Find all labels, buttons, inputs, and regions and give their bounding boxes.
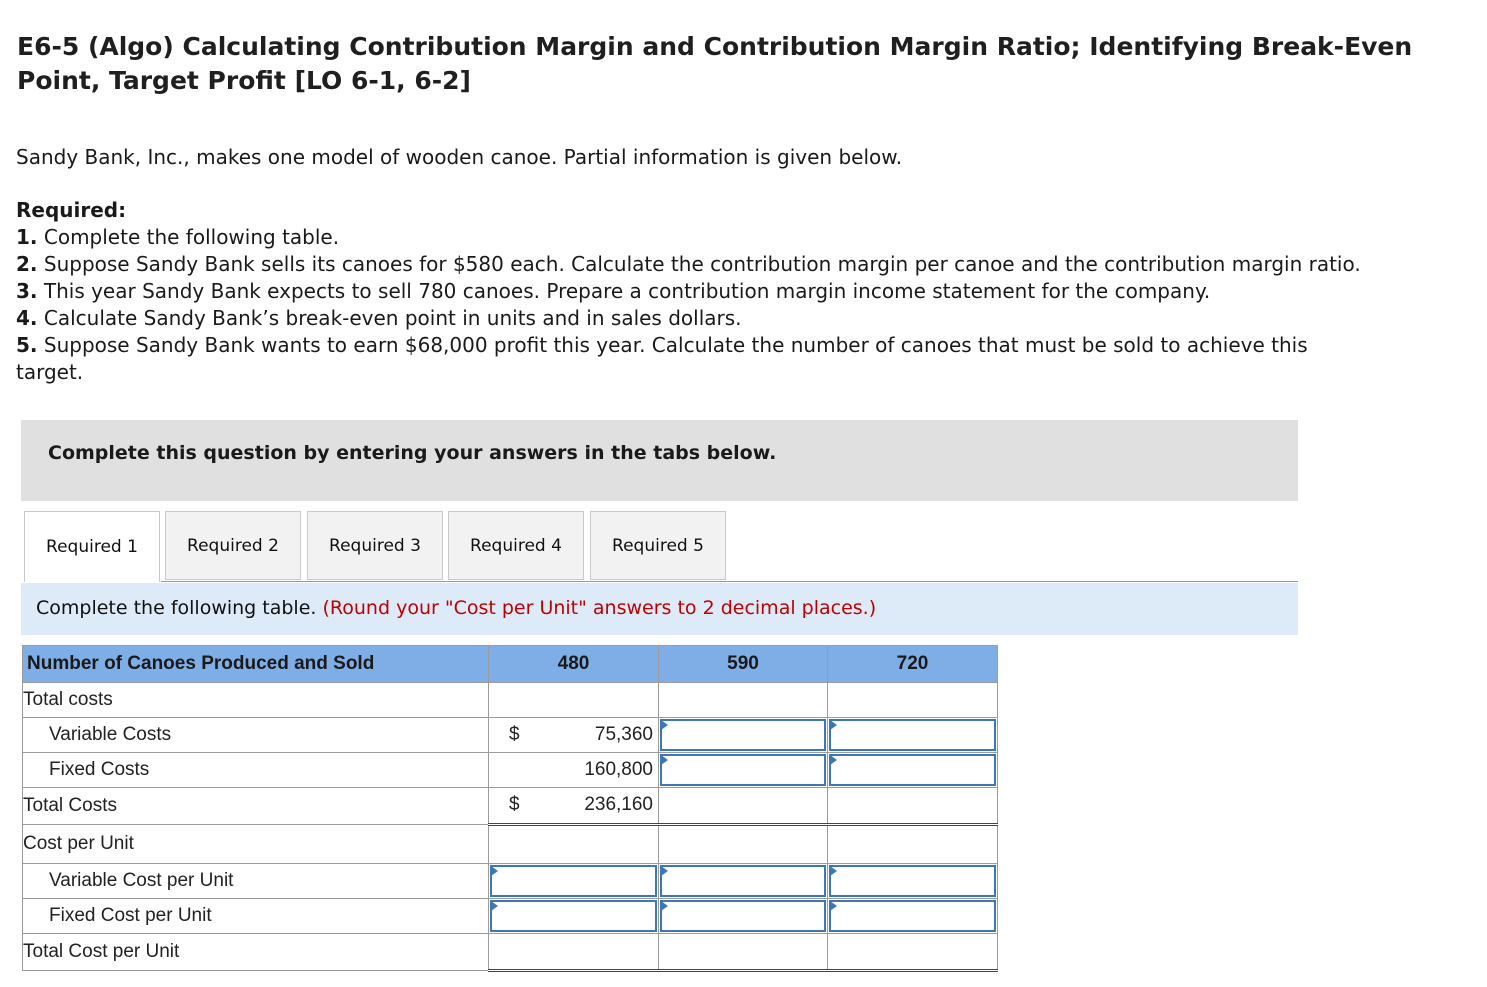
- row-label-total-costs: Total Costs: [23, 788, 489, 825]
- variable-costs-720-input[interactable]: [831, 721, 994, 749]
- header-col-2: 590: [659, 646, 828, 683]
- required-heading: Required:: [16, 198, 127, 222]
- required-item-2: 2. Suppose Sandy Bank sells its canoes for $580 each. Calculate the contribution margin per canoe and the contribution margin ratio.: [16, 252, 1361, 276]
- total-cost-per-unit-720-cell: [828, 934, 998, 971]
- header-col-1: 480: [489, 646, 659, 683]
- currency-symbol: $: [509, 794, 520, 815]
- table-header-row: [23, 646, 998, 683]
- variable-cost-per-unit-720-input[interactable]: [831, 867, 994, 895]
- table-row: [23, 718, 998, 753]
- required-item-4: 4. Calculate Sandy Bank’s break-even point in units and in sales dollars.: [16, 306, 742, 330]
- rounding-note: (Round your "Cost per Unit" answers to 2 decimal places.): [322, 597, 877, 619]
- table-row: [23, 934, 998, 971]
- banner-text: Complete this question by entering your answers in the tabs below.: [48, 442, 777, 464]
- row-label-total-cost-per-unit: Total Cost per Unit: [23, 934, 489, 971]
- fixed-cost-per-unit-480-input[interactable]: [492, 902, 655, 930]
- fixed-costs-720-input[interactable]: [831, 756, 994, 784]
- variable-costs-value: $ 75,360: [489, 718, 659, 753]
- fixed-cost-per-unit-590-input[interactable]: [662, 902, 824, 930]
- fixed-cost-per-unit-720-input[interactable]: [831, 902, 994, 930]
- instructions-banner: [21, 420, 1298, 501]
- total-cost-per-unit-480-cell: [489, 934, 659, 971]
- variable-costs-590-input[interactable]: [662, 721, 824, 749]
- tab-required-5[interactable]: Required 5: [590, 511, 726, 580]
- row-label-fixed-costs: Fixed Costs: [23, 753, 489, 788]
- total-costs-590-cell: [659, 788, 828, 825]
- cost-table: [22, 645, 998, 972]
- required-item-1: 1. Complete the following table.: [16, 225, 340, 249]
- table-row: [23, 899, 998, 934]
- fixed-costs-590-input[interactable]: [662, 756, 824, 784]
- required-list: [16, 197, 1456, 386]
- table-row: [23, 753, 998, 788]
- tab-required-2[interactable]: Required 2: [165, 511, 301, 580]
- total-costs-720-cell: [828, 788, 998, 825]
- tab-divider: [161, 581, 1298, 582]
- table-row: [23, 864, 998, 899]
- instruction-text: Complete the following table.: [36, 597, 317, 619]
- required-item-5: 5. Suppose Sandy Bank wants to earn $68,000 profit this year. Calculate the number of canoes that must be sold to achieve this target.: [16, 333, 1308, 384]
- header-label: Number of Canoes Produced and Sold: [23, 646, 489, 683]
- tab-required-3[interactable]: Required 3: [307, 511, 443, 580]
- required-item-3: 3. This year Sandy Bank expects to sell 780 canoes. Prepare a contribution margin income statement for the company.: [16, 279, 1211, 303]
- tab-required-1[interactable]: Required 1: [24, 511, 160, 582]
- table-row: [23, 788, 998, 825]
- variable-cost-per-unit-480-input[interactable]: [492, 867, 655, 895]
- tab-required-4[interactable]: Required 4: [448, 511, 584, 580]
- currency-symbol: $: [509, 724, 520, 745]
- page-title: E6-5 (Algo) Calculating Contribution Margin and Contribution Margin Ratio; Identifying Break-Even Point, Target Profit [LO 6-1, 6-2]: [17, 32, 1413, 95]
- total-cost-per-unit-590-cell: [659, 934, 828, 971]
- variable-cost-per-unit-590-input[interactable]: [662, 867, 824, 895]
- total-costs-value: $ 236,160: [489, 788, 659, 825]
- table-row: [23, 683, 998, 718]
- row-label-variable-costs: Variable Costs: [23, 718, 489, 753]
- row-label-fixed-cost-per-unit: Fixed Cost per Unit: [23, 899, 489, 934]
- intro-text: Sandy Bank, Inc., makes one model of wooden canoe. Partial information is given below.: [16, 145, 903, 169]
- row-label-cost-per-unit-heading: Cost per Unit: [23, 825, 489, 864]
- header-col-3: 720: [828, 646, 998, 683]
- fixed-costs-value: 160,800: [489, 753, 659, 788]
- row-label-variable-cost-per-unit: Variable Cost per Unit: [23, 864, 489, 899]
- table-row: [23, 825, 998, 864]
- row-label-total-costs-heading: Total costs: [23, 683, 489, 718]
- instruction-bar: [21, 583, 1298, 635]
